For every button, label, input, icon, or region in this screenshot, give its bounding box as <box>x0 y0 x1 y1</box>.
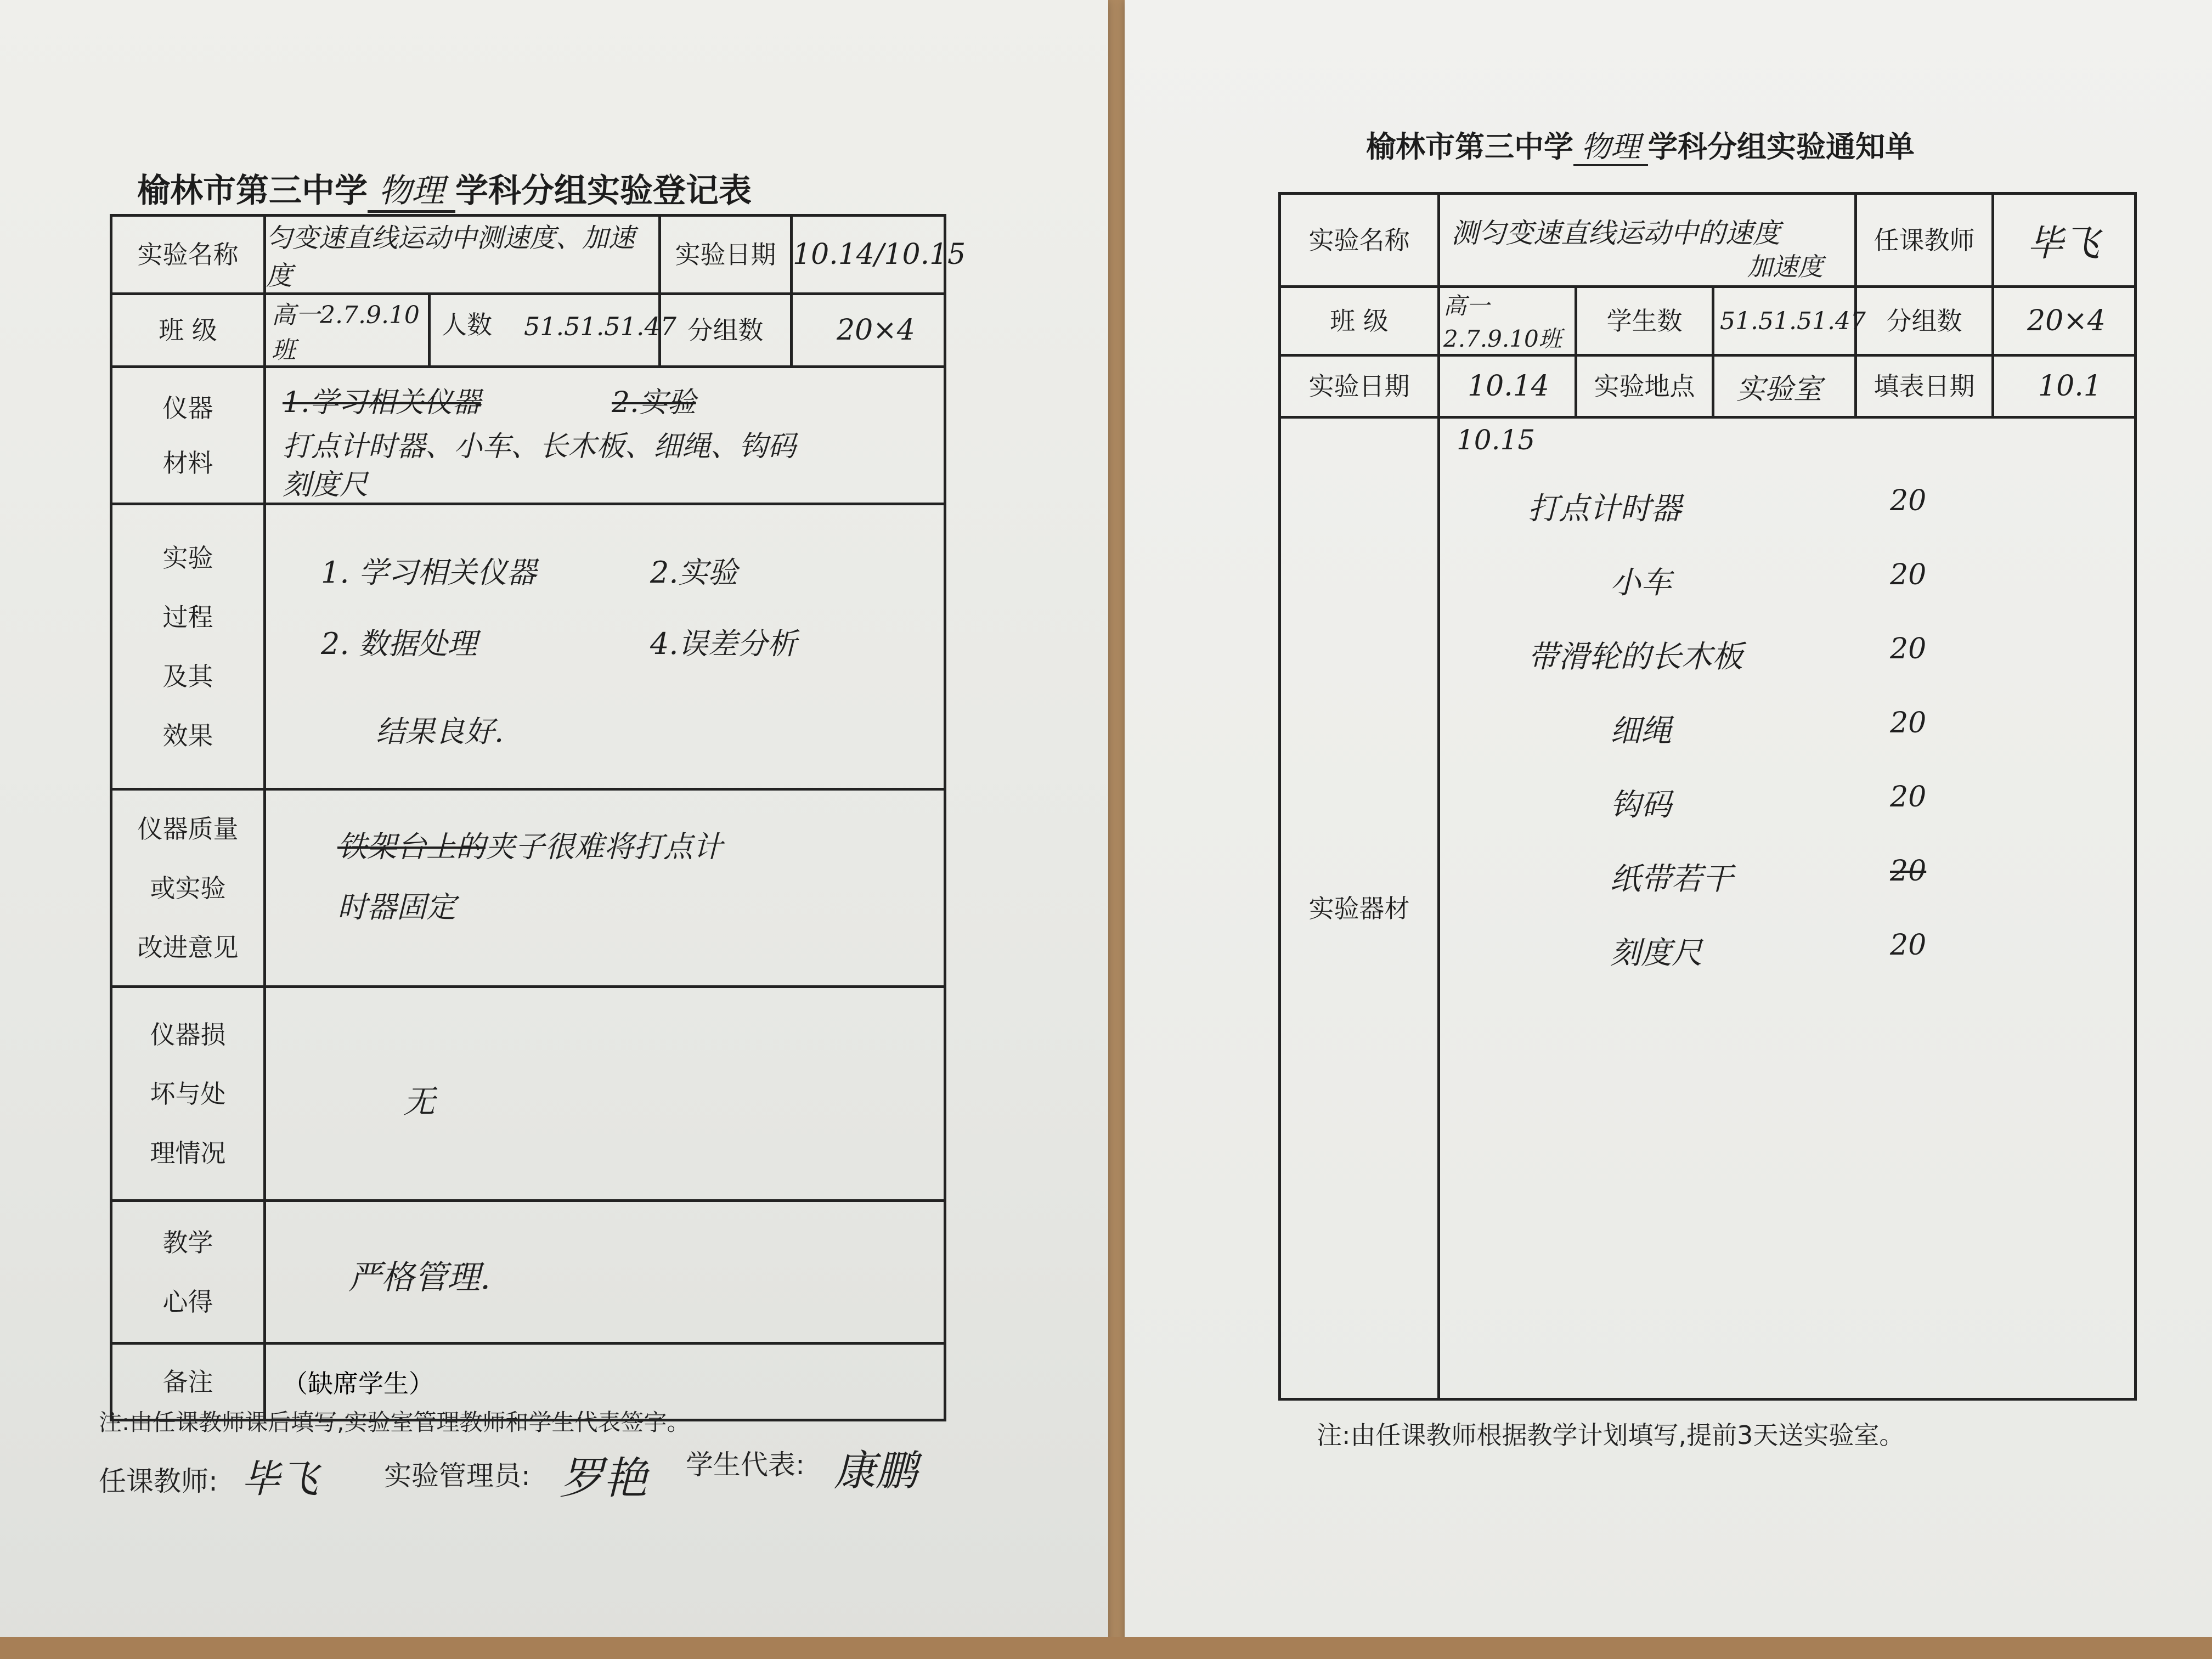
left-equipment-list-2: 刻度尺 <box>283 469 369 501</box>
left-reflection-value: 严格管理. <box>348 1259 491 1297</box>
left-label-process-2: 过程 <box>162 602 213 632</box>
right-form-title <box>1366 123 1915 166</box>
right-title-prefix: 榆林市第三中学 <box>1366 129 1573 164</box>
right-label-teacher: 任课教师 <box>1856 194 1993 287</box>
equipment-qty: 20 <box>1890 855 1927 888</box>
equipment-item: 纸带若干 <box>1610 861 1733 897</box>
left-label-class: 班 级 <box>111 294 265 367</box>
equipment-item: 小车 <box>1610 565 1672 601</box>
left-quality-struck: 铁架台上的 <box>337 830 486 864</box>
right-form-table <box>1278 192 2137 1401</box>
equipment-qty: 20 <box>1890 633 1927 665</box>
left-process-result: 结果良好. <box>376 714 504 749</box>
left-remarks-cell: （缺席学生） <box>265 1344 945 1420</box>
signature-teacher: 毕飞 <box>241 1457 318 1502</box>
left-title-suffix: 学科分组实验登记表 <box>455 172 752 210</box>
left-quality-line-2: 时器固定 <box>337 890 456 924</box>
left-process-item-3: 2. 数据处理 <box>321 627 477 661</box>
left-equipment-struck-1: 1.学习相关仪器 <box>283 386 481 419</box>
left-label-date: 实验日期 <box>660 216 792 294</box>
equipment-item: 打点计时器 <box>1528 491 1681 527</box>
left-label-damage <box>111 987 265 1201</box>
left-equipment-list: 打点计时器、小车、长木板、细绳、钩码 <box>283 430 797 463</box>
left-signatures <box>99 1437 977 1514</box>
left-label-name: 实验名称 <box>111 216 265 294</box>
left-label-equipment-1: 仪器 <box>162 393 213 423</box>
right-value-location: 实验室 <box>1713 356 1856 417</box>
left-label-reflection <box>111 1201 265 1344</box>
equipment-item: 带滑轮的长木板 <box>1528 639 1743 675</box>
left-value-class: 高一2.7.9.10班 <box>265 294 430 367</box>
desk-edge <box>0 1637 2212 1659</box>
equipment-item: 细绳 <box>1610 713 1672 749</box>
left-label-remarks: 备注 <box>111 1344 265 1420</box>
left-people-cell <box>430 294 676 367</box>
left-label-damage-2: 坏与处 <box>150 1079 226 1109</box>
left-damage-value: 无 <box>403 1083 436 1120</box>
left-label-process <box>111 504 265 789</box>
left-value-date: 10.14/10.15 <box>792 216 945 294</box>
left-process-item-4: 4.误差分析 <box>650 627 797 661</box>
equipment-qty: 20 <box>1890 707 1927 740</box>
right-value-name: 测匀变速直线运动中的速度 <box>1451 217 1780 249</box>
left-value-people: 51.51.51.47 <box>524 312 676 341</box>
left-label-people: 人数 <box>442 310 492 340</box>
right-label-name: 实验名称 <box>1280 194 1439 287</box>
right-label-date: 实验日期 <box>1280 356 1439 417</box>
right-value-teacher: 毕飞 <box>1993 194 2136 287</box>
left-footer-note: 注:由任课教师课后填写,实验室管理教师和学生代表签字。 <box>99 1409 690 1436</box>
right-label-students: 学生数 <box>1576 287 1713 356</box>
equipment-qty: 20 <box>1890 558 1927 591</box>
left-value-groups: 20×4 <box>792 294 945 367</box>
right-value-name-2: 加速度 <box>1747 252 1823 281</box>
right-value-date: 10.14 <box>1439 356 1576 417</box>
left-quality-text: 夹子很难将打点计 <box>486 830 723 864</box>
right-label-fill-date: 填表日期 <box>1856 356 1993 417</box>
left-label-reflection-2: 心得 <box>162 1286 213 1317</box>
right-value-groups: 20×4 <box>1993 287 2136 356</box>
left-equipment-struck-2: 2.实验 <box>612 386 696 419</box>
right-value-fill-date: 10.1 <box>1993 356 2136 417</box>
equipment-qty: 20 <box>1890 781 1927 814</box>
left-form-table <box>110 214 966 1421</box>
left-label-damage-3: 理情况 <box>150 1138 226 1168</box>
left-label-damage-1: 仪器损 <box>150 1019 226 1049</box>
right-value-class: 高一2.7.9.10班 <box>1439 287 1576 356</box>
left-label-reflection-1: 教学 <box>162 1227 213 1257</box>
left-form-title <box>137 165 752 212</box>
left-label-equipment <box>111 367 265 504</box>
left-title-subject: 物理 <box>368 172 455 213</box>
left-label-quality-1: 仪器质量 <box>137 814 239 844</box>
left-process-cell <box>265 504 945 789</box>
left-value-equipment-cell <box>265 367 945 504</box>
left-process-item-2: 2.实验 <box>650 555 738 590</box>
left-label-quality-2: 或实验 <box>150 873 226 903</box>
left-reflection-cell <box>265 1201 945 1344</box>
left-label-quality-3: 改进意见 <box>137 932 239 962</box>
left-damage-cell <box>265 987 945 1201</box>
equipment-qty: 20 <box>1890 929 1927 962</box>
equipment-item: 钩码 <box>1610 787 1672 823</box>
right-value-name-cell <box>1439 194 1856 287</box>
left-label-quality <box>111 789 265 987</box>
right-value-date-2: 10.15 <box>1457 424 1536 456</box>
signature-manager-label: 实验管理员: <box>384 1460 531 1492</box>
right-sheet <box>1125 0 2212 1659</box>
signature-student: 康鹏 <box>834 1446 917 1495</box>
left-quality-cell <box>265 789 945 987</box>
equipment-qty: 20 <box>1890 484 1927 517</box>
right-footer-note: 注:由任课教师根据教学计划填写,提前3天送实验室。 <box>1317 1420 1905 1450</box>
signature-student-label: 学生代表: <box>686 1449 805 1481</box>
right-value-students: 51.51.51.47 <box>1713 287 1856 356</box>
right-label-groups: 分组数 <box>1856 287 1993 356</box>
signature-teacher-label: 任课教师: <box>99 1465 218 1497</box>
left-label-groups: 分组数 <box>660 294 792 367</box>
left-label-process-3: 及其 <box>162 661 213 691</box>
right-title-subject: 物理 <box>1573 129 1648 166</box>
right-equipment-cell <box>1439 417 2136 1400</box>
left-process-item-1: 1. 学习相关仪器 <box>321 555 537 590</box>
left-value-name: 匀变速直线运动中测速度、加速度 <box>265 216 660 294</box>
right-title-suffix: 学科分组实验通知单 <box>1648 129 1915 164</box>
left-quality-line-1 <box>337 823 723 866</box>
left-label-process-4: 效果 <box>162 720 213 751</box>
left-label-process-1: 实验 <box>162 543 213 573</box>
right-label-location: 实验地点 <box>1576 356 1713 417</box>
right-label-equipment: 实验器材 <box>1280 417 1439 1400</box>
right-label-class: 班 级 <box>1280 287 1439 356</box>
left-label-equipment-2: 材料 <box>162 448 213 478</box>
left-title-prefix: 榆林市第三中学 <box>137 172 368 210</box>
signature-manager: 罗艳 <box>560 1453 647 1504</box>
equipment-item: 刻度尺 <box>1610 935 1702 971</box>
